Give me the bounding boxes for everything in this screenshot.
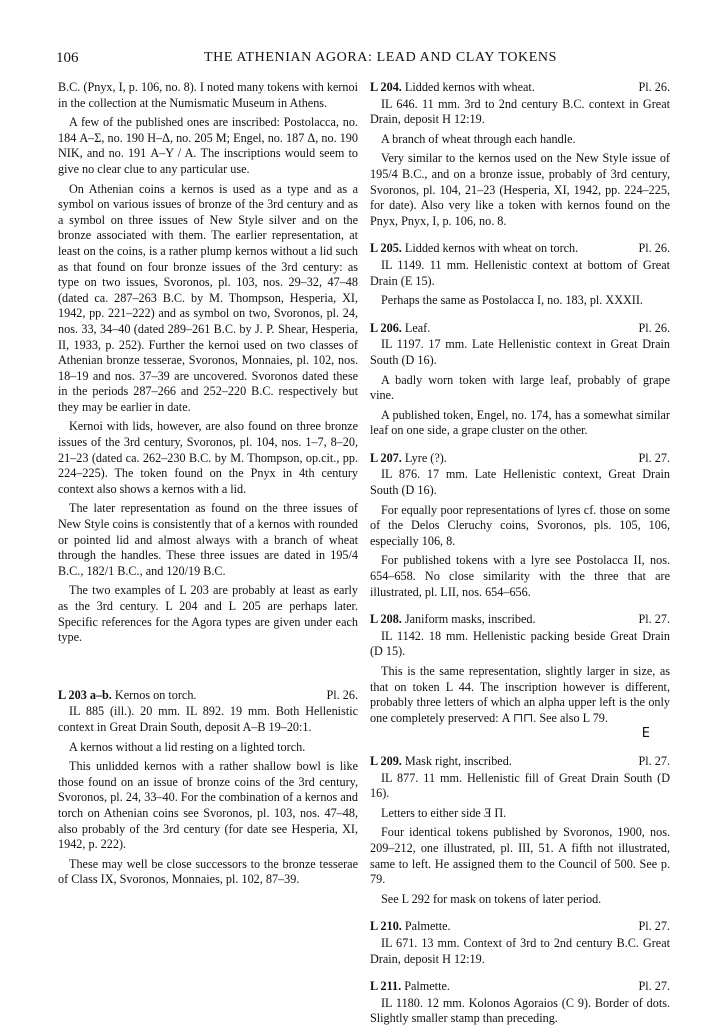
entry-paragraph: For published tokens with a lyre see Postolacca II, nos. 654–658. No close similarity with the three that are illustrated, pl. LII, nos. 654–656. <box>370 553 670 599</box>
entry-heading <box>370 241 670 257</box>
plate-ref: Pl. 27. <box>638 753 670 768</box>
right-column <box>370 80 670 1031</box>
left-column <box>58 80 358 892</box>
entry-paragraph: Perhaps the same as Postolacca I, no. 183, pl. XXXII. <box>381 293 643 308</box>
entry-heading <box>370 754 670 770</box>
entry-id: L 211. <box>370 979 402 994</box>
paragraph: A few of the published ones are inscribed: Postolacca, no. 184 Α–Σ, no. 190 Η–Δ, no. 205 Μ; Engel, no. 187 Δ, no. 190 ΝΙΚ, and no. 191 Α–Υ / Α. The inscriptions would seem to give no clear clue to any particular use. <box>58 115 358 176</box>
catalogue-entry-l203 <box>58 688 358 888</box>
entry-title: Lidded kernos with wheat on torch. <box>404 241 579 256</box>
entry-paragraph: Four identical tokens published by Svoronos, 1900, nos. 209–212, one illustrated, pl. III, 51. A fifth not illustrated, same to left. He assigned them to the Council of 500. See p. 79. <box>370 825 670 887</box>
entry-heading <box>370 919 670 935</box>
plate-ref: Pl. 27. <box>638 919 670 934</box>
entry-heading <box>370 979 670 995</box>
catalogue-entry-l205 <box>370 241 670 308</box>
entry-id: L 209. <box>370 753 402 768</box>
plate-ref: Pl. 27. <box>638 450 670 465</box>
entry-title: Palmette. <box>404 919 451 934</box>
entry-title: Leaf. <box>404 320 431 335</box>
entry-paragraph: IL 1142. 18 mm. Hellenistic packing beside Great Drain (D 15). <box>370 628 670 659</box>
entry-id: L 206. <box>370 320 402 335</box>
entry-paragraph: A published token, Engel, no. 174, has a somewhat similar leaf on one side, a grape cluster on the other. <box>370 407 670 438</box>
entry-paragraph: A branch of wheat through each handle. <box>381 131 576 146</box>
entry-id: L 205. <box>370 241 402 256</box>
entry-paragraph: IL 671. 13 mm. Context of 3rd to 2nd century B.C. Great Drain, deposit H 12:19. <box>370 935 670 966</box>
entry-paragraph: This is the same representation, slightly larger in size, as that on token L 44. The inscription however is different, probably three letters of which an alpha upper left is the only one completely preserved: Α ⊓⊓. See also L 79. <box>370 664 670 725</box>
plate-ref: Pl. 27. <box>638 979 670 994</box>
catalogue-entry-l206 <box>370 321 670 439</box>
catalogue-entry-l208 <box>370 612 670 742</box>
entry-paragraph: IL 877. 11 mm. Hellenistic fill of Great Drain South (D 16). <box>370 770 670 801</box>
entry-title: Lyre (?). <box>404 450 447 465</box>
entry-id: L 203 a–b. <box>58 687 112 702</box>
catalogue-entry-l207 <box>370 451 670 600</box>
entry-id: L 204. <box>370 80 402 94</box>
entry-title: Lidded kernos with wheat. <box>404 80 535 94</box>
entry-paragraph: See L 292 for mask on tokens of later period. <box>381 891 602 906</box>
paragraph: The later representation as found on the three issues of New Style coins is consistently that of a kernos with rounded or pointed lid and almost always with a branch of wheat through the handles. These three issues are dated in 195/4 B.C., 182/1 B.C., and 120/19 B.C. <box>58 501 358 578</box>
paragraph: The two examples of L 203 are probably at least as early as the 3rd century. L 204 and L 205 are perhaps later. Specific references for the Agora types are given under each type. <box>58 583 358 645</box>
entry-id: L 210. <box>370 919 402 934</box>
page-header <box>52 50 669 72</box>
entry-paragraph: IL 1180. 12 mm. Kolonos Agoraios (C 9). Border of dots. Slightly smaller stamp than preceding. <box>370 995 670 1026</box>
entry-paragraph: IL 1149. 11 mm. Hellenistic context at bottom of Great Drain (E 15). <box>370 257 670 288</box>
plate-ref: Pl. 27. <box>638 612 670 627</box>
entry-paragraph: This unlidded kernos with a rather shallow bowl is like those found on an issue of bronze coins of the 3rd century, Svoronos, pl. 24, 33–40. For the combination of a kernos and torch on Athenian coins see Svoronos, pl. 103, nos. 47–48, also probably of the 3rd century (for date see Hesperia, XI, 1942, p. 222). <box>58 759 358 852</box>
entry-id: L 207. <box>370 450 402 465</box>
paragraph: B.C. (Pnyx, I, p. 106, no. 8). I noted many tokens with kernoi in the collection at the Numismatic Museum in Athens. <box>58 80 358 110</box>
entry-title: Palmette. <box>404 979 450 994</box>
entry-title: Mask right, inscribed. <box>404 753 512 768</box>
page-number: 106 <box>56 50 79 66</box>
catalogue-entry-l211 <box>370 979 670 1027</box>
entry-paragraph: These may well be close successors to the bronze tesserae of Class IX, Svoronos, Monnaies, pl. 102, 87–39. <box>58 856 358 887</box>
entry-paragraph: Letters to either side Ǝ Π. <box>381 805 507 820</box>
plate-ref: Pl. 26. <box>326 687 358 702</box>
entry-heading <box>370 612 670 628</box>
paragraph: Kernoi with lids, however, are also found on three bronze issues of the 3rd century, Svoronos, pl. 104, nos. 1–7, 8–20, 21–23 (dated ca. 262–230 B.C. by M. Thompson, op.cit., pp. 224–225). The token found on the Pnyx in 4th century context also shows a kernos with a lid. <box>58 419 358 496</box>
entry-title: Janiform masks, inscribed. <box>404 612 536 627</box>
entry-paragraph: IL 646. 11 mm. 3rd to 2nd century B.C. context in Great Drain, deposit H 12:19. <box>370 96 670 127</box>
entry-paragraph: For equally poor representations of lyres cf. those on some of the Delos Cleruchy coins, Svoronos, pls. 105, 106, especially 106, 8. <box>370 502 670 548</box>
entry-paragraph: Very similar to the kernos used on the New Style issue of 195/4 B.C., and on a bronze issue, probably of 3rd century, Svoronos, pl. 104, 21–23 (Hesperia, XI, 1942, pp. 224–225, for date). Also very like a token with kernos found on the Pnyx, Pnyx, I, p. 106, no. 8. <box>370 151 670 228</box>
plate-ref: Pl. 26. <box>638 241 670 256</box>
entry-heading <box>370 321 670 337</box>
entry-paragraph: IL 1197. 17 mm. Late Hellenistic context in Great Drain South (D 16). <box>370 337 670 367</box>
catalogue-entry-l209 <box>370 754 670 907</box>
entry-heading <box>58 688 358 704</box>
running-title: THE ATHENIAN AGORA: LEAD AND CLAY TOKENS <box>203 50 557 65</box>
catalogue-entry-l210 <box>370 919 670 967</box>
entry-heading <box>370 451 670 467</box>
catalogue-entry-l204 <box>370 80 670 229</box>
entry-title: Kernos on torch. <box>114 687 197 702</box>
entry-paragraph: IL 885 (ill.). 20 mm. IL 892. 19 mm. Both Hellenistic context in Great Drain South, deposit A–B 19–20:1. <box>58 704 358 734</box>
plate-ref: Pl. 26. <box>638 80 670 94</box>
entry-heading <box>370 80 670 96</box>
entry-paragraph: A kernos without a lid resting on a lighted torch. <box>69 739 306 754</box>
inscription-mark: Ε <box>641 726 650 742</box>
entry-paragraph: A badly worn token with large leaf, probably of grape vine. <box>370 372 670 403</box>
entry-paragraph: IL 876. 17 mm. Late Hellenistic context, Great Drain South (D 16). <box>370 467 670 498</box>
paragraph: On Athenian coins a kernos is used as a type and as a symbol on various issues of bronze of the 3rd century and as a symbol on three issues of New Style silver and on the bronze associated with them. The earlier representation, at least on the coins, is a rather plump kernos without a lid such as that found on four bronze issues of the 3rd century: as type on two issues, Svoronos, pl. 103, nos. 29–32, 47–48 (dated ca. 287–263 B.C. by M. Thompson, Hesperia, XI, 1942, pp. 221–222) and as symbol on two, Svoronos, pl. 24, nos. 33, 34–40 (dated 289–261 B.C. by J. P. Shear, Hesperia, II, 1933, p. 252). Further the kernoi used on two classes of Athenian bronze tesserae, Svoronos, Monnaies, pl. 102, nos. 18–19 and nos. 37–39 are uncovered. Svoronos dated these in the periods 287–266 and 252–220 B.C. respectively but they may be earlier in date. <box>58 181 358 414</box>
plate-ref: Pl. 26. <box>638 320 670 335</box>
entry-id: L 208. <box>370 612 402 627</box>
